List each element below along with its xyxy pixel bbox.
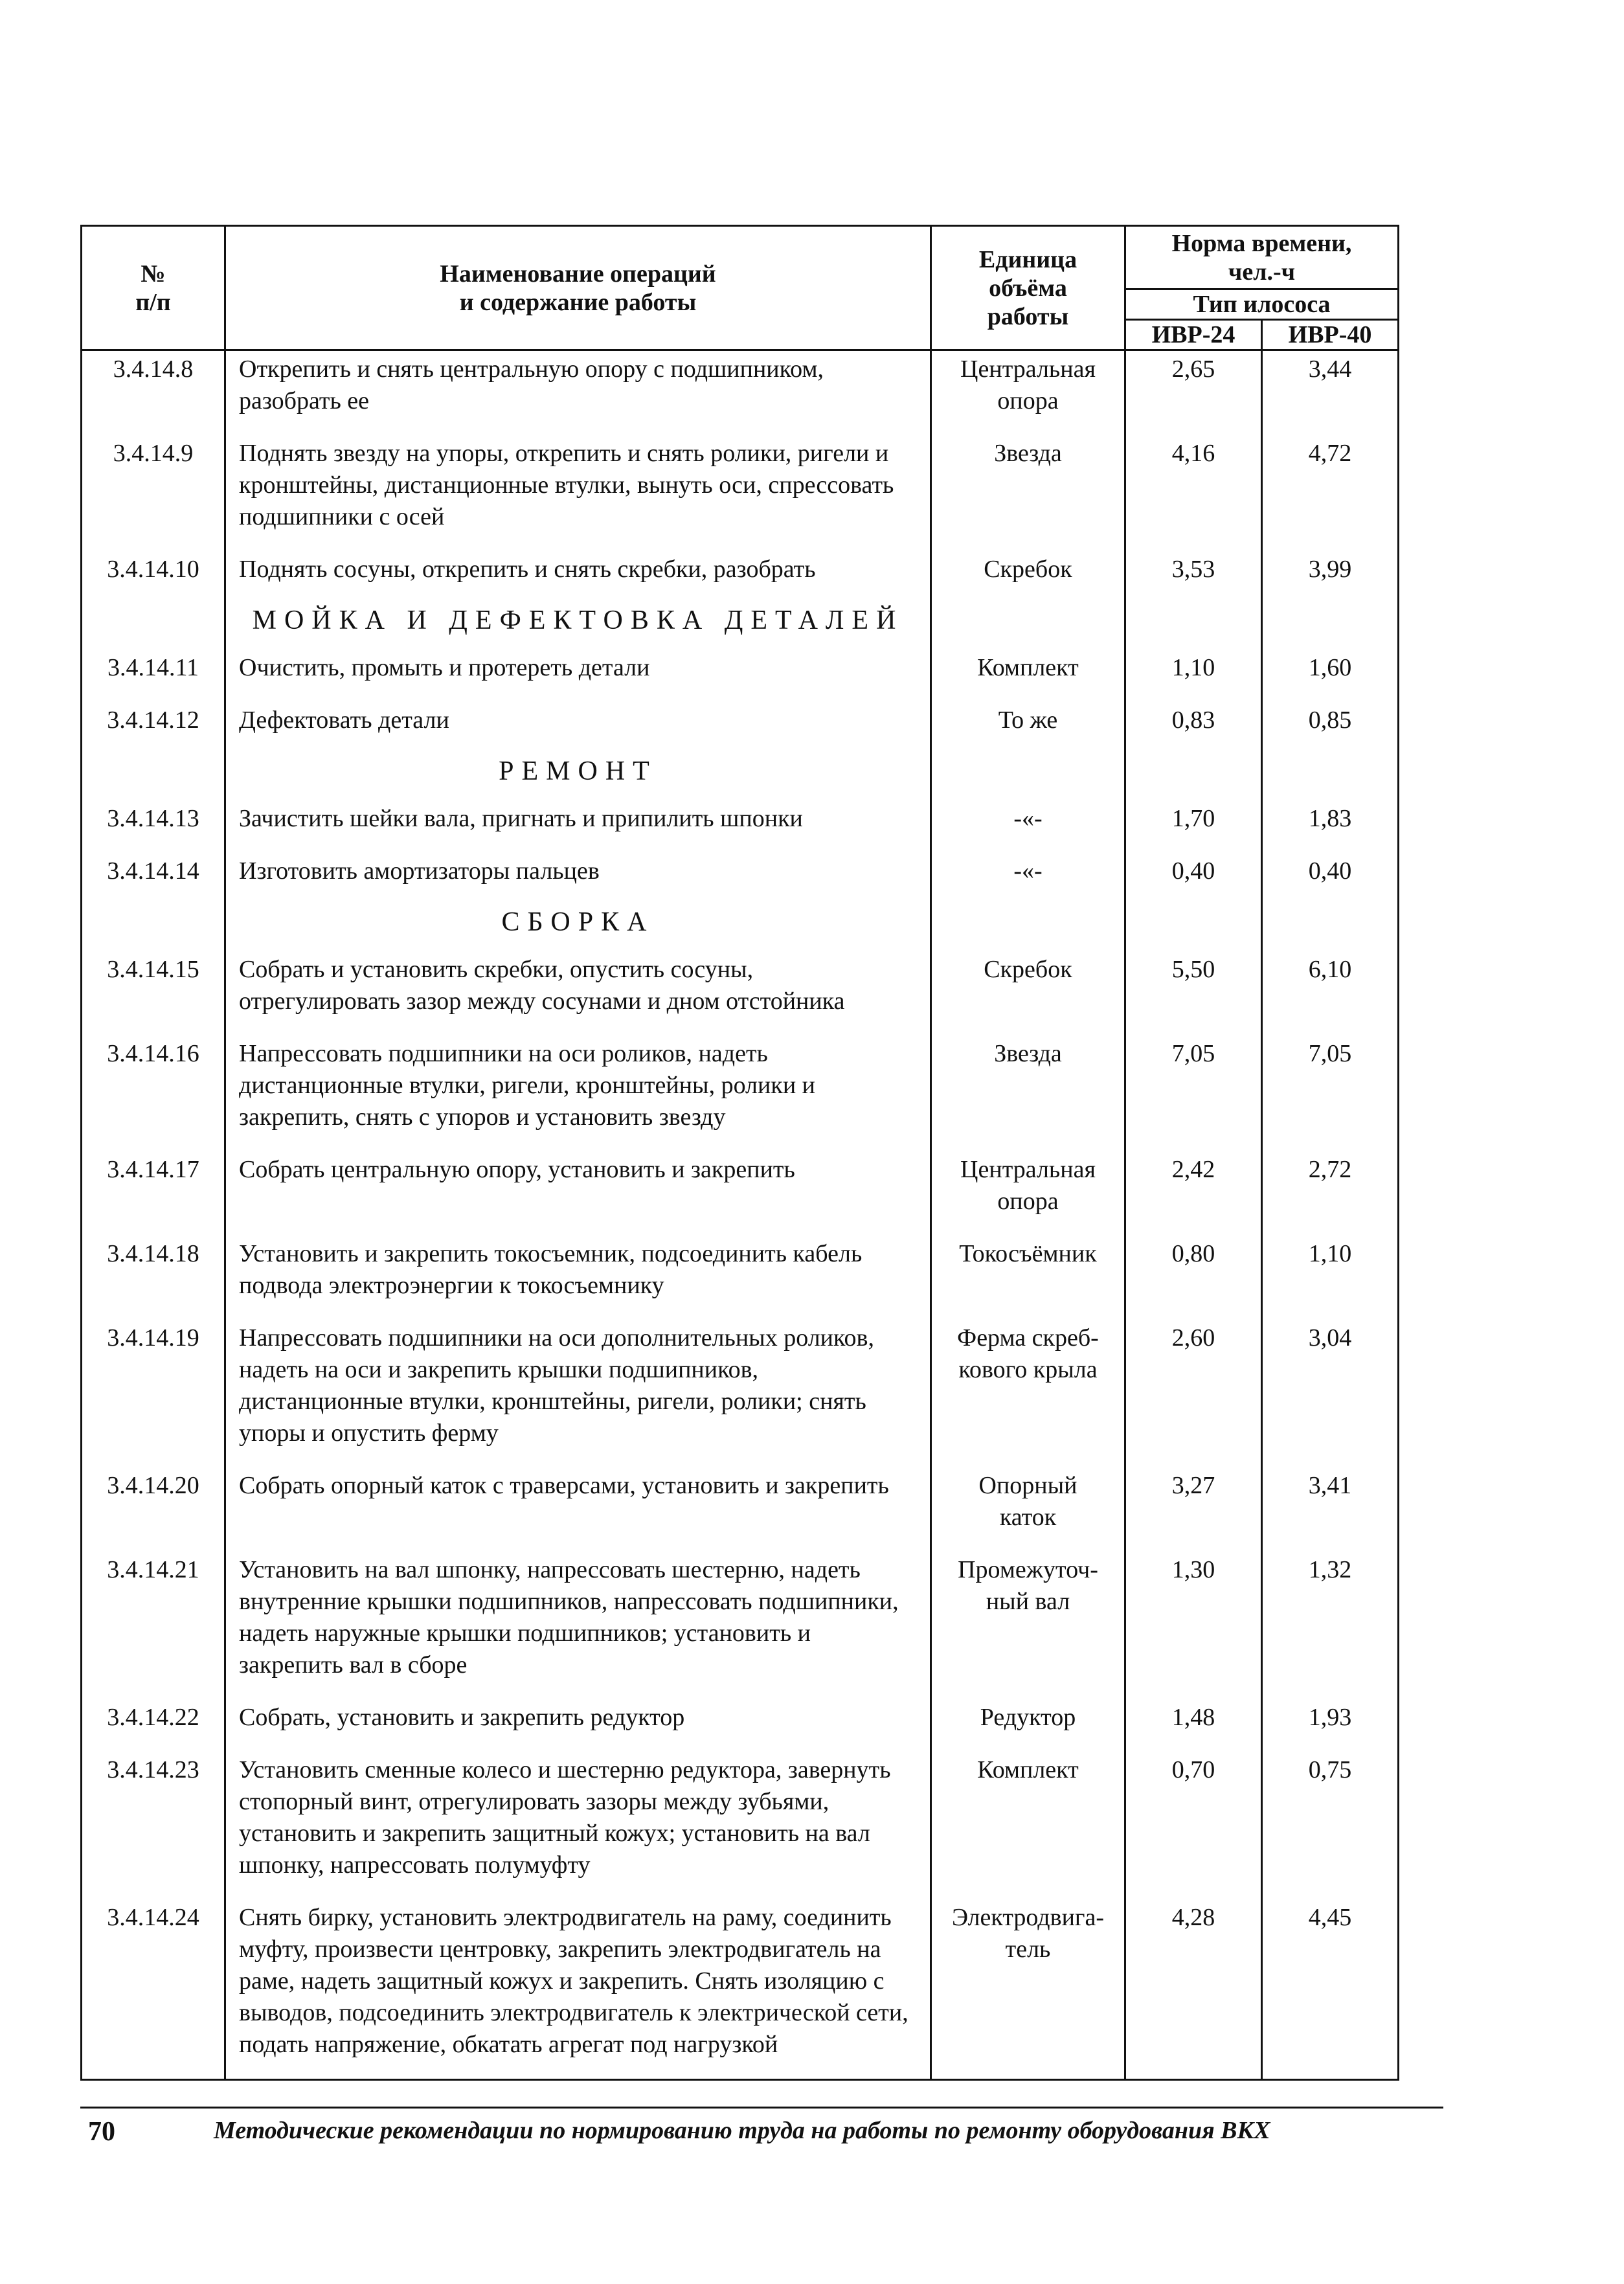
row-number: 3.4.14.14 bbox=[82, 853, 225, 905]
row-number: 3.4.14.12 bbox=[82, 702, 225, 754]
row-number: 3.4.14.18 bbox=[82, 1236, 225, 1320]
row-description: Установить сменные колесо и шестерню редуктора, завернуть стопорный винт, отрегулировать зазоры между зубьями, установить и закрепить защитный кожух; установить на вал шпонку, напрессовать полумуфту bbox=[225, 1752, 931, 1899]
table-body bbox=[82, 350, 1399, 2080]
row-value-ivr24: 2,60 bbox=[1125, 1320, 1262, 1467]
row-value-ivr24: 1,30 bbox=[1125, 1552, 1262, 1699]
table-row bbox=[82, 853, 1399, 905]
row-number: 3.4.14.16 bbox=[82, 1035, 225, 1151]
table-row bbox=[82, 435, 1399, 551]
row-unit: Ферма скреб- кового крыла bbox=[931, 1320, 1125, 1467]
table-row bbox=[82, 1467, 1399, 1552]
section-title: МОЙКА И ДЕФЕКТОВКА ДЕТАЛЕЙ bbox=[225, 604, 931, 650]
row-unit: Комплект bbox=[931, 650, 1125, 702]
row-value-ivr24: 1,48 bbox=[1125, 1699, 1262, 1752]
row-value-ivr40: 0,40 bbox=[1262, 853, 1399, 905]
row-number: 3.4.14.20 bbox=[82, 1467, 225, 1552]
table-row bbox=[82, 1320, 1399, 1467]
section-v2-cell bbox=[1262, 754, 1399, 800]
row-value-ivr40: 1,83 bbox=[1262, 800, 1399, 853]
row-unit: -«- bbox=[931, 800, 1125, 853]
row-value-ivr40: 1,32 bbox=[1262, 1552, 1399, 1699]
row-value-ivr24: 1,70 bbox=[1125, 800, 1262, 853]
row-description: Напрессовать подшипники на оси дополнительных роликов, надеть на оси и закрепить крышки подшипников, дистанционные втулки, кронштейны, ригели, ролики; снять упоры и опустить ферму bbox=[225, 1320, 931, 1467]
row-value-ivr24: 2,42 bbox=[1125, 1151, 1262, 1236]
section-v1-cell bbox=[1125, 604, 1262, 650]
row-unit: Опорный каток bbox=[931, 1467, 1125, 1552]
row-description: Собрать, установить и закрепить редуктор bbox=[225, 1699, 931, 1752]
row-number: 3.4.14.21 bbox=[82, 1552, 225, 1699]
section-num-cell bbox=[82, 754, 225, 800]
row-value-ivr40: 1,93 bbox=[1262, 1699, 1399, 1752]
section-v2-cell bbox=[1262, 905, 1399, 951]
row-value-ivr24: 2,65 bbox=[1125, 350, 1262, 436]
section-unit-cell bbox=[931, 905, 1125, 951]
row-description: Снять бирку, установить электродвигатель на раму, соединить муфту, произвести центровку, закрепить электродвигатель на раме, надеть защитный кожух и закрепить. Снять изоляцию с выводов, подсоединить электродвигатель к электрической сети, подать напряжение, обкатать агрегат под нагрузкой bbox=[225, 1899, 931, 2080]
header-unit: Единица объёма работы bbox=[931, 226, 1125, 350]
row-value-ivr40: 6,10 bbox=[1262, 951, 1399, 1035]
table-row bbox=[82, 702, 1399, 754]
page-number: 70 bbox=[88, 2117, 115, 2147]
row-unit: Промежуточ- ный вал bbox=[931, 1552, 1125, 1699]
row-value-ivr24: 4,28 bbox=[1125, 1899, 1262, 2080]
row-number: 3.4.14.10 bbox=[82, 551, 225, 604]
row-unit: Электродвига- тель bbox=[931, 1899, 1125, 2080]
row-description: Поднять звезду на упоры, открепить и снять ролики, ригели и кронштейны, дистанционные втулки, вынуть оси, спрессовать подшипники с осей bbox=[225, 435, 931, 551]
row-description: Поднять сосуны, открепить и снять скребки, разобрать bbox=[225, 551, 931, 604]
section-title: РЕМОНТ bbox=[225, 754, 931, 800]
row-value-ivr40: 3,04 bbox=[1262, 1320, 1399, 1467]
table-row bbox=[82, 1899, 1399, 2080]
row-value-ivr40: 0,75 bbox=[1262, 1752, 1399, 1899]
table-row bbox=[82, 800, 1399, 853]
footer-title: Методические рекомендации по нормированию труда на работы по ремонту оборудования ВКХ bbox=[214, 2117, 1270, 2144]
row-value-ivr40: 0,85 bbox=[1262, 702, 1399, 754]
header-col2: ИВР-40 bbox=[1262, 320, 1399, 350]
row-description: Собрать и установить скребки, опустить сосуны, отрегулировать зазор между сосунами и дном отстойника bbox=[225, 951, 931, 1035]
row-description: Открепить и снять центральную опору с подшипником, разобрать ее bbox=[225, 350, 931, 436]
row-number: 3.4.14.23 bbox=[82, 1752, 225, 1899]
table-row bbox=[82, 350, 1399, 436]
row-description: Установить и закрепить токосъемник, подсоединить кабель подвода электроэнергии к токосъемнику bbox=[225, 1236, 931, 1320]
row-unit: Токосъёмник bbox=[931, 1236, 1125, 1320]
table-row bbox=[82, 1151, 1399, 1236]
row-value-ivr24: 5,50 bbox=[1125, 951, 1262, 1035]
row-unit: Звезда bbox=[931, 435, 1125, 551]
row-value-ivr40: 1,60 bbox=[1262, 650, 1399, 702]
row-value-ivr40: 1,10 bbox=[1262, 1236, 1399, 1320]
row-value-ivr24: 0,70 bbox=[1125, 1752, 1262, 1899]
row-unit: Комплект bbox=[931, 1752, 1125, 1899]
row-unit: Центральная опора bbox=[931, 350, 1125, 436]
row-unit: Центральная опора bbox=[931, 1151, 1125, 1236]
header-name: Наименование операций и содержание работы bbox=[225, 226, 931, 350]
section-num-cell bbox=[82, 604, 225, 650]
row-description: Собрать опорный каток с траверсами, установить и закрепить bbox=[225, 1467, 931, 1552]
row-value-ivr24: 4,16 bbox=[1125, 435, 1262, 551]
section-row bbox=[82, 754, 1399, 800]
table-row bbox=[82, 1552, 1399, 1699]
row-value-ivr24: 0,83 bbox=[1125, 702, 1262, 754]
header-num: № п/п bbox=[82, 226, 225, 350]
row-value-ivr40: 4,72 bbox=[1262, 435, 1399, 551]
row-value-ivr24: 0,80 bbox=[1125, 1236, 1262, 1320]
row-unit: -«- bbox=[931, 853, 1125, 905]
row-unit: То же bbox=[931, 702, 1125, 754]
row-description: Установить на вал шпонку, напрессовать шестерню, надеть внутренние крышки подшипников, напрессовать подшипники, надеть наружные крышки подшипников; установить и закрепить вал в сборе bbox=[225, 1552, 931, 1699]
row-value-ivr40: 7,05 bbox=[1262, 1035, 1399, 1151]
row-description: Очистить, промыть и протереть детали bbox=[225, 650, 931, 702]
header-type: Тип илососа bbox=[1125, 289, 1399, 320]
row-number: 3.4.14.9 bbox=[82, 435, 225, 551]
row-value-ivr24: 0,40 bbox=[1125, 853, 1262, 905]
row-number: 3.4.14.15 bbox=[82, 951, 225, 1035]
row-value-ivr40: 3,44 bbox=[1262, 350, 1399, 436]
row-unit: Скребок bbox=[931, 551, 1125, 604]
row-number: 3.4.14.17 bbox=[82, 1151, 225, 1236]
section-row bbox=[82, 905, 1399, 951]
row-number: 3.4.14.19 bbox=[82, 1320, 225, 1467]
section-v1-cell bbox=[1125, 754, 1262, 800]
table-row bbox=[82, 650, 1399, 702]
section-row bbox=[82, 604, 1399, 650]
section-title: СБОРКА bbox=[225, 905, 931, 951]
table-row bbox=[82, 1035, 1399, 1151]
row-unit: Скребок bbox=[931, 951, 1125, 1035]
table-row bbox=[82, 1699, 1399, 1752]
row-value-ivr24: 7,05 bbox=[1125, 1035, 1262, 1151]
row-value-ivr40: 2,72 bbox=[1262, 1151, 1399, 1236]
row-value-ivr24: 3,53 bbox=[1125, 551, 1262, 604]
row-value-ivr40: 3,41 bbox=[1262, 1467, 1399, 1552]
row-number: 3.4.14.8 bbox=[82, 350, 225, 436]
section-num-cell bbox=[82, 905, 225, 951]
footer-rule bbox=[80, 2107, 1443, 2109]
table-row bbox=[82, 951, 1399, 1035]
row-value-ivr24: 1,10 bbox=[1125, 650, 1262, 702]
section-v2-cell bbox=[1262, 604, 1399, 650]
table-row bbox=[82, 1752, 1399, 1899]
header-col1: ИВР-24 bbox=[1125, 320, 1262, 350]
row-number: 3.4.14.11 bbox=[82, 650, 225, 702]
row-number: 3.4.14.22 bbox=[82, 1699, 225, 1752]
row-description: Собрать центральную опору, установить и закрепить bbox=[225, 1151, 931, 1236]
section-unit-cell bbox=[931, 604, 1125, 650]
row-value-ivr40: 3,99 bbox=[1262, 551, 1399, 604]
row-number: 3.4.14.24 bbox=[82, 1899, 225, 2080]
row-value-ivr40: 4,45 bbox=[1262, 1899, 1399, 2080]
section-unit-cell bbox=[931, 754, 1125, 800]
header-norm: Норма времени, чел.-ч bbox=[1125, 226, 1399, 289]
table-header bbox=[82, 226, 1399, 350]
row-description: Дефектовать детали bbox=[225, 702, 931, 754]
table-row bbox=[82, 1236, 1399, 1320]
table-row bbox=[82, 551, 1399, 604]
row-unit: Редуктор bbox=[931, 1699, 1125, 1752]
row-unit: Звезда bbox=[931, 1035, 1125, 1151]
row-description: Зачистить шейки вала, пригнать и припилить шпонки bbox=[225, 800, 931, 853]
row-number: 3.4.14.13 bbox=[82, 800, 225, 853]
section-v1-cell bbox=[1125, 905, 1262, 951]
row-description: Изготовить амортизаторы пальцев bbox=[225, 853, 931, 905]
row-value-ivr24: 3,27 bbox=[1125, 1467, 1262, 1552]
norms-table bbox=[80, 225, 1399, 2081]
row-description: Напрессовать подшипники на оси роликов, надеть дистанционные втулки, ригели, кронштейны, ролики и закрепить, снять с упоров и установить звезду bbox=[225, 1035, 931, 1151]
